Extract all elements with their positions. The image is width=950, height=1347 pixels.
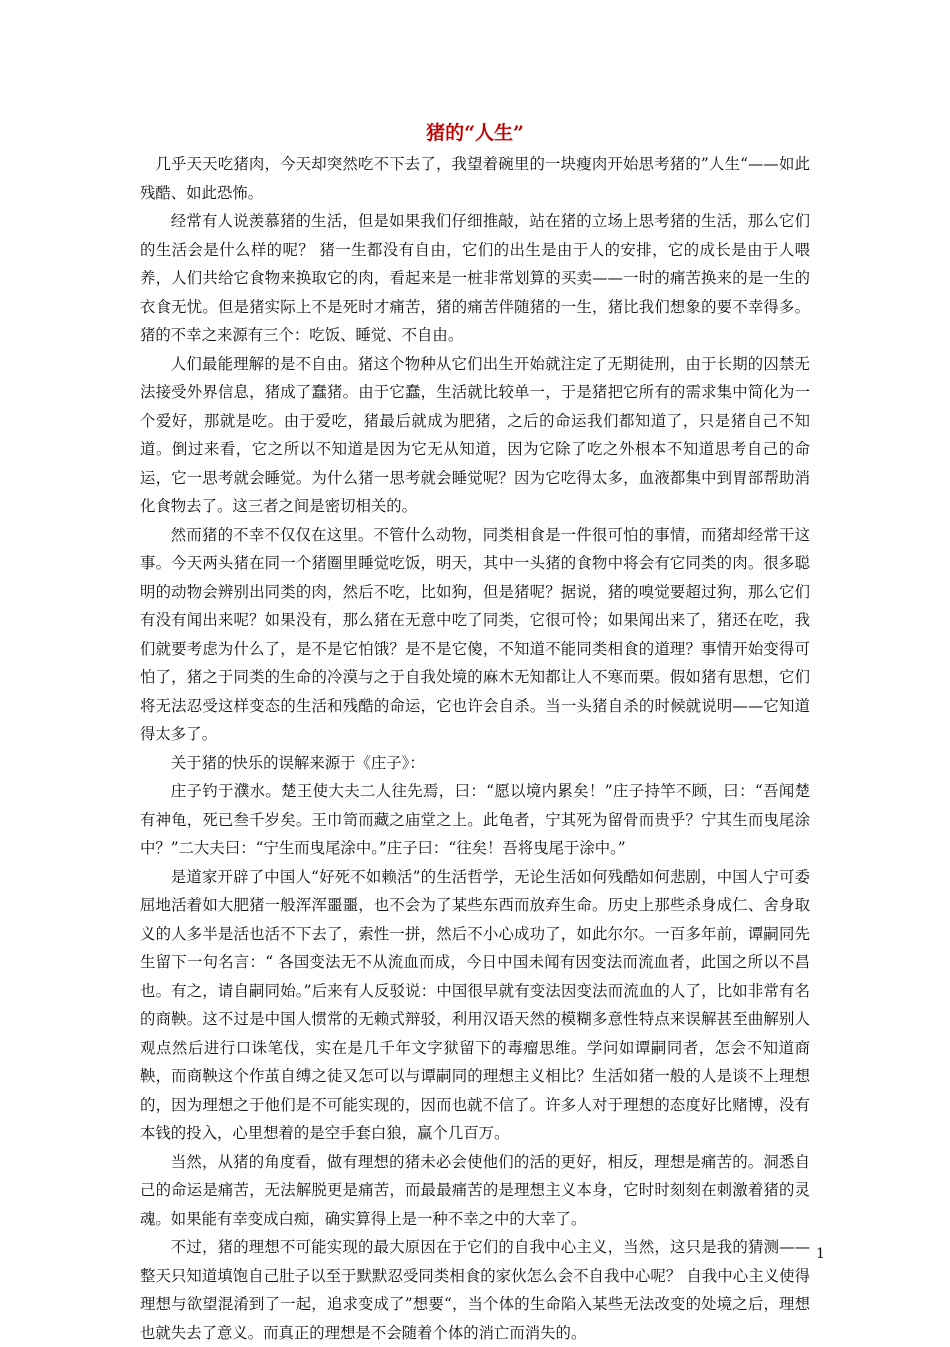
paragraph: 不过，猪的理想不可能实现的最大原因在于它们的自我中心主义，当然，这只是我的猜测——整天只知道填饱自己肚子以至于默默忍受同类相食的家伙怎么会不自我中心呢？ 自我中心主义使得理想与欲望混淆到了一起，追求变成了”想要“，当个体的生命陷入某些无法改变的处境之后，理想也就失去了意义。而真正的理想是不会随着个体的消亡而消失的。: [140, 1238, 810, 1342]
quote-paragraph: 庄子钓于濮水。楚王使大夫二人往先焉，曰：“愿以境内累矣！”庄子持竿不顾，曰：“吾闻楚有神龟，死已叁千岁矣。王巾笥而藏之庙堂之上。此龟者，宁其死为留骨而贵乎？宁其生而曳尾涂中？”二大夫曰：“宁生而曳尾涂中。”庄子曰：“往矣！吾将曳尾于涂中。”: [140, 782, 810, 857]
paragraph: 经常有人说羡慕猪的生活，但是如果我们仔细推敲，站在猪的立场上思考猪的生活，那么它们的生活会是什么样的呢？ 猪一生都没有自由，它们的出生是由于人的安排，它的成长是由于人喂养，人们共给它食物来换取它的肉，看起来是一桩非常划算的买卖——一时的痛苦换来的是一生的衣食无忧。但是猪实际上不是死时才痛苦，猪的痛苦伴随猪的一生，猪比我们想象的要不幸得多。猪的不幸之来源有三个：吃饭、睡觉、不自由。: [140, 212, 810, 344]
paragraph: 几乎天天吃猪肉，今天却突然吃不下去了，我望着碗里的一块瘦肉开始思考猪的”人生“——如此残酷、如此恐怖。: [140, 155, 810, 202]
paragraph: 然而猪的不幸不仅仅在这里。不管什么动物，同类相食是一件很可怕的事情，而猪却经常干这事。今天两头猪在同一个猪圈里睡觉吃饭，明天，其中一头猪的食物中将会有它同类的肉。很多聪明的动物会辨别出同类的肉，然后不吃，比如狗，但是猪呢？据说，猪的嗅觉要超过狗，那么它们有没有闻出来呢？如果没有，那么猪在无意中吃了同类，它很可怜；如果闻出来了，猪还在吃，我们就要考虑为什么了，是不是它怕饿？是不是它傻，不知道不能同类相食的道理？事情开始变得可怕了，猪之于同类的生命的冷漠与之于自我处境的麻木无知都让人不寒而栗。假如猪有思想，它们将无法忍受这样变态的生活和残酷的命运，它也许会自杀。当一头猪自杀的时候就说明——它知道得太多了。: [140, 525, 810, 743]
paragraph: 当然，从猪的角度看，做有理想的猪未必会使他们的活的更好，相反，理想是痛苦的。洞悉自己的命运是痛苦，无法解脱更是痛苦，而最最痛苦的是理想主义本身，它时时刻刻在刺激着猪的灵魂。如果能有幸变成白痴，确实算得上是一种不幸之中的大幸了。: [140, 1152, 810, 1228]
document-page: [140, 118, 810, 1347]
paragraph: 人们最能理解的是不自由。猪这个物种从它们出生开始就注定了无期徒刑，由于长期的囚禁无法接受外界信息，猪成了蠢猪。由于它蠢，生活就比较单一，于是猪把它所有的需求集中简化为一个爱好，那就是吃。由于爱吃，猪最后就成为肥猪，之后的命运我们都知道了，只是猪自己不知道。倒过来看，它之所以不知道是因为它无从知道，因为它除了吃之外根本不知道思考自己的命运，它一思考就会睡觉。为什么猪一思考就会睡觉呢？因为它吃得太多，血液都集中到胃部帮助消化食物去了。这三者之间是密切相关的。: [140, 354, 810, 515]
document-title: 猪的“人生”: [426, 122, 524, 144]
page-number: 1: [816, 1246, 825, 1262]
paragraph: 是道家开辟了中国人“好死不如赖活”的生活哲学，无论生活如何残酷如何悲剧，中国人宁可委屈地活着如大肥猪一般浑浑噩噩，也不会为了某些东西而放弃生命。历史上那些杀身成仁、舍身取义的人多半是活也活不下去了，索性一拼，然后不小心成功了，如此尔尔。一百多年前，谭嗣同先生留下一句名言：“ 各国变法无不从流血而成，今日中国未闻有因变法而流血者，此国之所以不昌也。有之，请自嗣同始。”后来有人反驳说：中国很早就有变法因变法而流血的人了，比如非常有名的商鞅。这不过是中国人惯常的无赖式辩驳，利用汉语天然的模糊多意性特点来误解甚至曲解别人观点然后进行口诛笔伐，实在是几千年文字狱留下的毒瘤思维。学问如谭嗣同者，怎会不知道商鞅，而商鞅这个作茧自缚之徒又怎可以与谭嗣同的理想主义相比？生活如猪一般的人是谈不上理想的，因为理想之于他们是不可能实现的，因而也就不信了。许多人对于理想的态度好比赌博，没有本钱的投入，心里想着的是空手套白狼，赢个几百万。: [140, 867, 810, 1142]
paragraph: 关于猪的快乐的误解来源于《庄子》：: [170, 753, 425, 772]
